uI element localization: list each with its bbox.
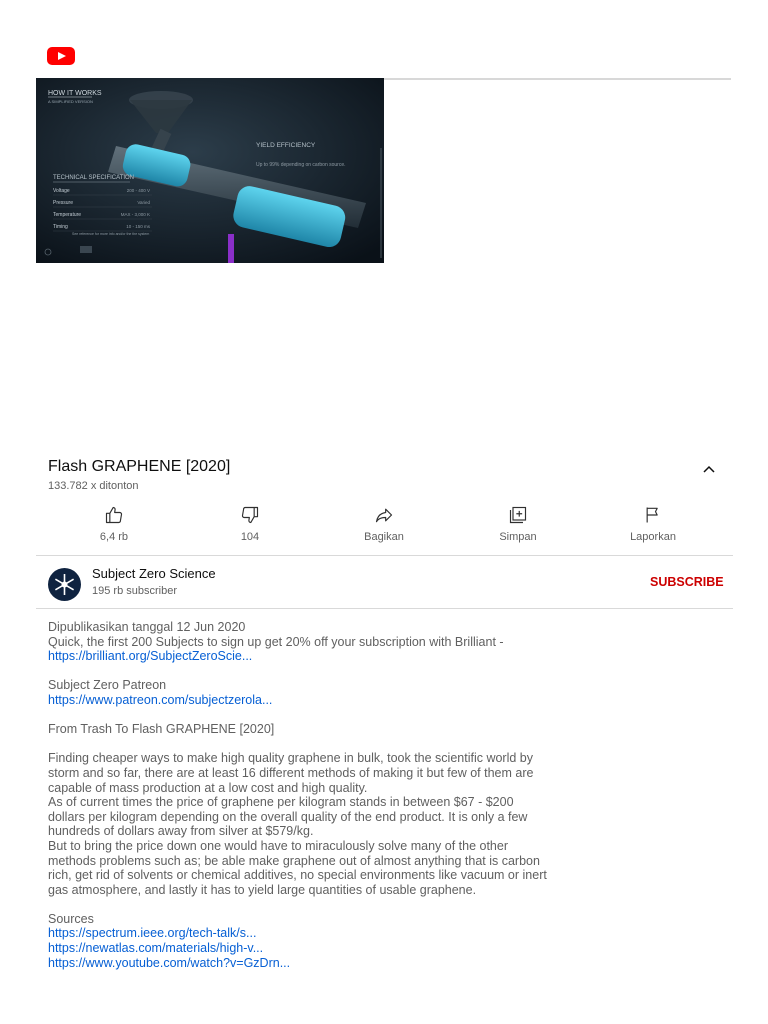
spec-value: Varied [137, 200, 150, 205]
spec-label: Voltage [53, 188, 70, 194]
like-button[interactable] [64, 505, 164, 543]
header-divider [384, 78, 731, 80]
spec-label: Temperature [53, 212, 82, 218]
spec-label: Timing [53, 224, 68, 230]
save-label: Simpan [499, 531, 537, 543]
promo-text: Quick, the first 200 Subjects to sign up get 20% off your subscription with Brilliant - [48, 634, 504, 649]
channel-avatar[interactable] [48, 568, 81, 601]
sources-label: Sources [48, 911, 94, 926]
description-paragraph: As of current times the price of graphene per kilogram stands in between $67 - $200 dollars per kilogram depending on the overall quality of the end product. It is only a few hundreds of dollars away from silver at $579/kg. [48, 795, 528, 839]
divider [36, 608, 733, 609]
save-button[interactable] [468, 505, 568, 543]
add-to-playlist-icon [508, 505, 528, 525]
action-bar [48, 505, 720, 547]
video-player[interactable] [36, 78, 384, 263]
like-count: 6,4 rb [99, 531, 129, 543]
description-paragraph: Finding cheaper ways to make high quality graphene in bulk, took the scientific world by storm and so far, there are at least 16 different methods of making it but few of them are capable of mass production at a low cost and high quality. [48, 751, 534, 795]
channel-name[interactable]: Subject Zero Science [92, 566, 216, 581]
dislike-count: 104 [240, 531, 260, 543]
share-icon [374, 505, 394, 525]
view-count: 133.782 x ditonton [48, 480, 139, 492]
spec-value: 200 - 400 V [126, 188, 150, 193]
youtube-logo-icon[interactable] [47, 47, 75, 65]
divider [36, 555, 733, 556]
video-description [48, 620, 548, 970]
patreon-link[interactable]: https://www.patreon.com/subjectzerola... [48, 692, 273, 707]
report-label: Laporkan [630, 531, 676, 543]
share-label: Bagikan [364, 531, 404, 543]
overlay-techspec: TECHNICAL SPECIFICATION [53, 175, 135, 181]
dislike-button[interactable] [200, 505, 300, 543]
source-link[interactable]: https://www.youtube.com/watch?v=GzDrn... [48, 955, 291, 970]
share-button[interactable] [334, 505, 434, 543]
thumbs-up-icon [104, 505, 124, 525]
chevron-up-icon[interactable] [700, 462, 718, 476]
overlay-reference: See reference for more info and/or the the system [72, 232, 150, 236]
overlay-simplified: A SIMPLIFIED VERSION [48, 99, 93, 104]
snowflake-logo-icon [48, 568, 81, 601]
description-heading: From Trash To Flash GRAPHENE [2020] [48, 722, 275, 737]
report-button[interactable] [603, 505, 703, 543]
source-link[interactable]: https://newatlas.com/materials/high-v... [48, 941, 264, 956]
publish-date: Dipublikasikan tanggal 12 Jun 2020 [48, 620, 246, 634]
watermark-logo-icon [80, 246, 92, 253]
description-paragraph: But to bring the price down one would have to miraculously solve many of the other methods problems such as; be able make graphene out of almost anything that is carbon rich, get rid of solvents or chemical additives, no special environments like vacuum or inert gas atmosphere, and lastly it has to yield large quantities of usable graphene. [48, 838, 547, 897]
brilliant-link[interactable]: https://brilliant.org/SubjectZeroScie... [48, 649, 253, 664]
spec-value: MAX - 3,000 K [120, 212, 150, 217]
subscriber-count: 195 rb subscriber [92, 585, 177, 597]
thumbs-down-icon [240, 505, 260, 525]
overlay-how-it-works: HOW IT WORKS [48, 90, 102, 97]
patreon-label: Subject Zero Patreon [48, 678, 167, 693]
video-title: Flash GRAPHENE [2020] [48, 458, 231, 475]
video-thumbnail [36, 78, 384, 263]
source-link[interactable]: https://spectrum.ieee.org/tech-talk/s... [48, 926, 257, 941]
overlay-yield-detail: Up to 99% depending on carbon source. [256, 162, 346, 168]
overlay-yield: YIELD EFFICIENCY [256, 142, 316, 149]
subscribe-button[interactable]: SUBSCRIBE [650, 575, 724, 589]
spec-label: Pressure [53, 200, 74, 206]
flag-icon [643, 505, 663, 525]
spec-value: 10 - 150 ms [126, 224, 150, 229]
